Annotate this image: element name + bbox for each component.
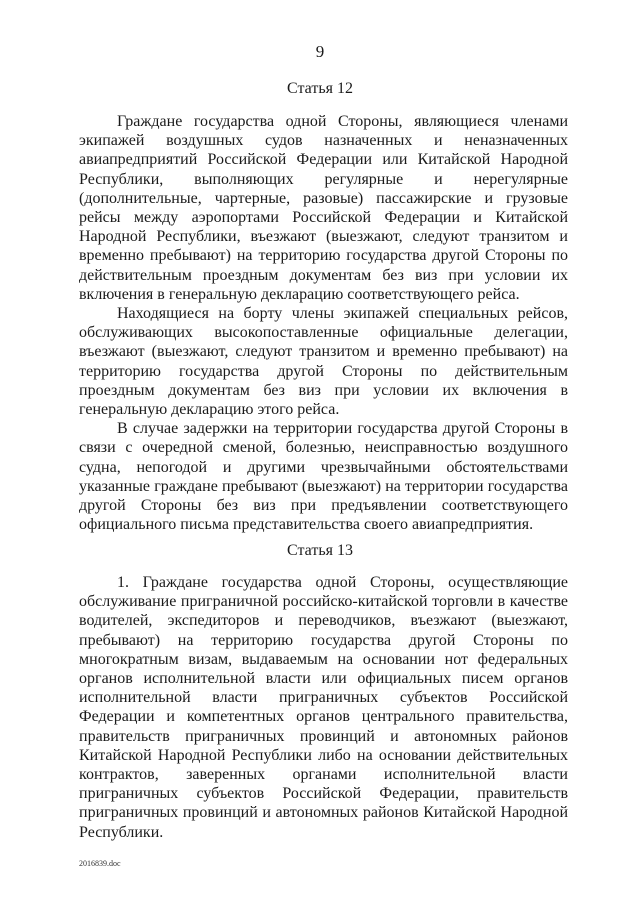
article-12-paragraph-2: Находящиеся на борту члены экипажей специальных рейсов, обслуживающих высокопоставленные официальные делегации, въезжают (выезжают, следуют транзитом и временно пребывают) на территорию государства другой Стороны по действительным проездным документам без виз при условии их включения в генеральную декларацию этого рейса. bbox=[79, 305, 568, 419]
article-13-body bbox=[79, 573, 568, 842]
article-12-paragraph-3: В случае задержки на территории государства другой Стороны в связи с очередной сменой, болезнью, неисправностью воздушного судна, непогодой и другими чрезвычайными обстоятельствами указанные граждане пребывают (выезжают) на территории государства другой Стороны без виз при предъявлении соответствующего официального письма представительства своего авиапредприятия. bbox=[79, 420, 568, 534]
article-13-title: Статья 13 bbox=[287, 542, 353, 559]
article-13-paragraph-1: 1. Граждане государства одной Стороны, осуществляющие обслуживание приграничной российско-китайской торговли в качестве водителей, экспедиторов и переводчиков, въезжают (выезжают, пребывают) на территорию государства другой Стороны по многократным визам, выдаваемым на основании нот федеральных органов исполнительной власти или официальных писем органов исполнительной власти приграничных субъектов Российской Федерации и компетентных органов центрального правительства, правительств приграничных провинций и автономных районов Китайской Народной Республики либо на основании действительных контрактов, заверенных органами исполнительной власти приграничных субъектов Российской Федерации, правительств приграничных провинций и автономных районов Китайской Народной Республики. bbox=[79, 574, 568, 841]
page-number: 9 bbox=[315, 42, 325, 61]
article-12-body bbox=[79, 112, 568, 534]
footer-filename: 2016839.doc bbox=[79, 859, 121, 868]
article-12-paragraph-1: Граждане государства одной Стороны, являющиеся членами экипажей воздушных судов назначенных и неназначенных авиапредприятий Российской Федерации или Китайской Народной Республики, выполняющих регулярные и нерегулярные (дополнительные, чартерные, разовые) пассажирские и грузовые рейсы между аэропортами Российской Федерации и Китайской Народной Республики, въезжают (выезжают, следуют транзитом и временно пребывают) на территорию государства другой Стороны по действительным проездным документам без виз при условии их включения в генеральную декларацию соответствующего рейса. bbox=[79, 113, 568, 303]
article-12-title: Статья 12 bbox=[287, 80, 353, 97]
